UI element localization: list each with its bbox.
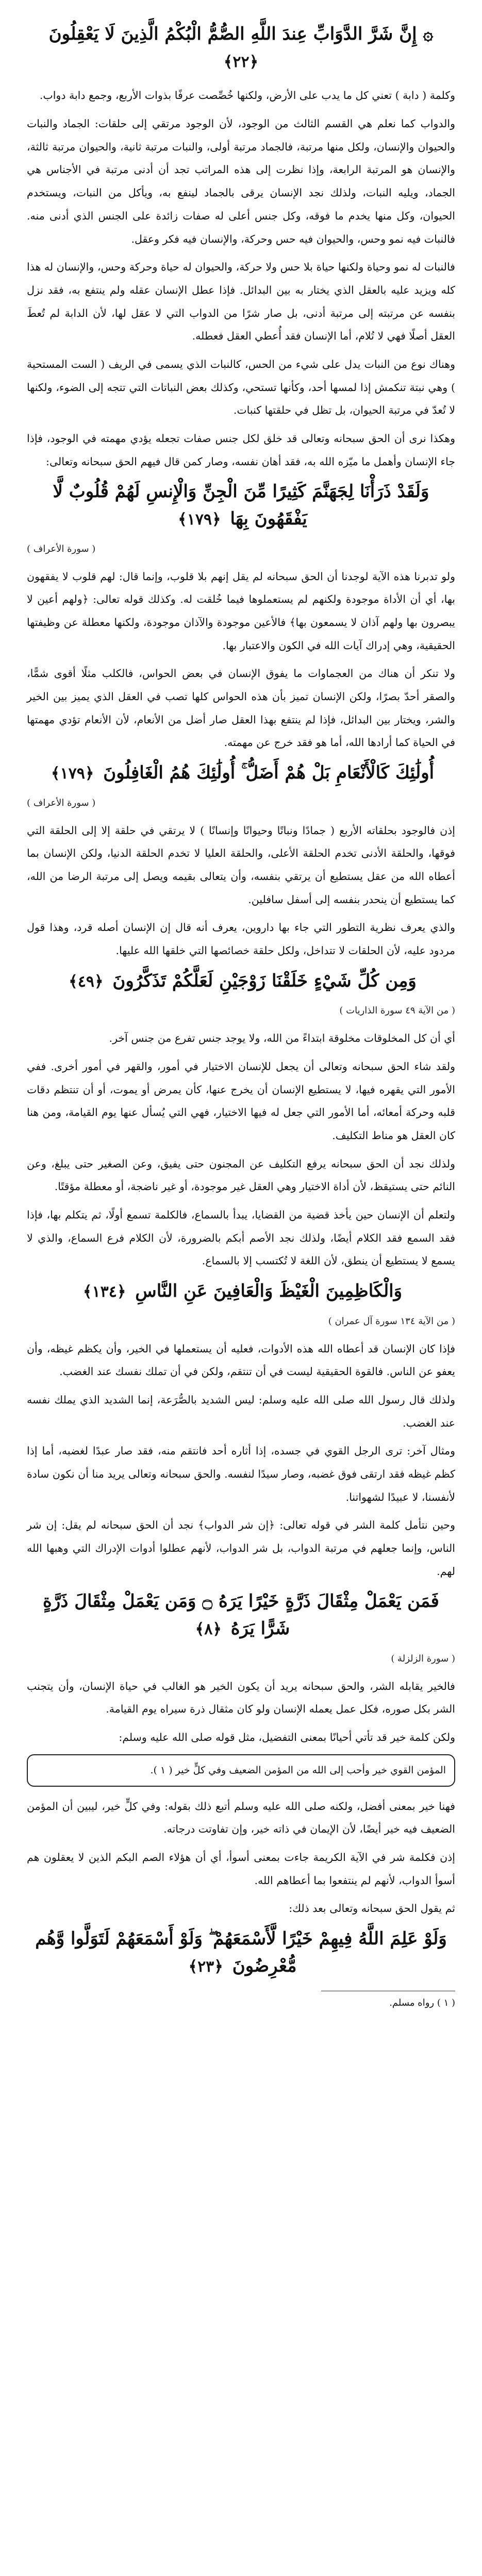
paragraph: ولتعلم أن الإنسان حين يأخذ قضية من القضايا، يبدأ بالسماع، فالكلمة تسمع أولًا، ثم يتكلم بها، فإذا فقد السمع فقد الكلام أيضًا، ولذلك نجد الأصم أبكم بالضرورة، لأن الكلام فرع السماع، والذي لا يسمع لا يستطيع أن ينطق، لأن اللغة لا تُكتسب إلا بالسماع.	[27, 1208, 455, 1267]
verse-2	[27, 478, 455, 532]
verse-6-text: فَمَن يَعْمَلْ مِثْقَالَ ذَرَّةٍ خَيْرًا يَرَهُ ۝ وَمَن يَعْمَلْ مِثْقَالَ ذَرَّةٍ شَرًّا يَرَهُ	[43, 1591, 439, 1639]
paragraph: ولو تدبرنا هذه الآية لوجدنا أن الحق سبحانه لم يقل إنهم بلا قلوب، وإنما قال: لهم قلوب لا يفقهون بها، أي أن الأداة موجودة ولكنهم لم يستعملوها فيما خُلقت له. وكذلك قوله تعالى: ﴿ولهم أعين لا يبصرون بها ولهم آذان لا يسمعون بها﴾ فالأعين موجودة والآذان موجودة، ولكنها معطلة عن وظيفتها الحقيقية، وهي إدراك آيات الله في الكون والاعتبار بها.	[27, 570, 455, 652]
paragraph: وهكذا نرى أن الحق سبحانه وتعالى قد خلق لكل جنس صفات تجعله يؤدي مهمته في الوجود، فإذا جاء الإنسان وأهمل ما ميّزه الله به، فقد أهان نفسه، وصار كمن قال فيهم الحق سبحانه وتعالى:	[27, 432, 455, 468]
verse-number-ornament: ﴿٢٢﴾	[223, 53, 259, 71]
hadith-box: المؤمن القوي خير وأحب إلى الله من المؤمن الضعيف وفي كلٍّ خير ( ١ ).	[27, 1754, 455, 1787]
paragraph: ولا تنكر أن هناك من العجماوات ما يفوق الإنسان في بعض الحواس، فالكلب مثلًا أقوى شمًّا، والصقر أحدّ بصرًا، ولكن الإنسان تميز بأن هذه الحواس كلها تصب في العقل الذي يميز بين الخير والشر، ويختار بين البدائل، فإذا لم ينتفع بهذا العقل صار أضل من الأنعام، لأن الأنعام تؤدي مهمتها في الحياة كما أرادها الله، أما هو فقد خرج عن مهمته.	[27, 667, 455, 749]
paragraph: فالخير يقابله الشر، والحق سبحانه يريد أن يكون الخير هو الغالب في حياة الإنسان، وأن يتجنب الشر بكل صوره، فكل عمل يعمله الإنسان ولو كان مثقال ذرة سيراه يوم القيامة.	[27, 1680, 455, 1716]
verse-reference: ( من الآية ٤٩ سورة الذاريات )	[339, 1005, 455, 1016]
verse-4	[27, 968, 455, 995]
verse-reference: ( من الآية ١٣٤ سورة آل عمران )	[328, 1315, 455, 1327]
verse-5	[27, 1278, 455, 1305]
verse-reference: ( سورة الزلزلة )	[391, 1653, 455, 1664]
paragraph: أي أن كل المخلوقات مخلوقة ابتداءً من الله، ولا يوجد جنس تفرع من جنس آخر.	[109, 1032, 455, 1045]
paragraph: والذي يعرف نظرية التطور التي جاء بها داروين، يعرف أنه قال إن الإنسان أصله قرد، وهذا قول مردود عليه، لأن الحلقات لا تتداخل، ولكل حلقة خصائصها التي خلقها الله عليها.	[27, 921, 455, 957]
verse-3-text: أُولَٰئِكَ كَالْأَنْعَامِ بَلْ هُمْ أَضَلُّ ۚ أُولَٰئِكَ هُمُ الْغَافِلُونَ	[103, 762, 435, 784]
paragraph: ولقد شاء الحق سبحانه وتعالى أن يجعل للإنسان الاختيار في أمور، والقهر في أمور أخرى. ففي الأمور التي يقهره فيها، لا يستطيع الإنسان أن يخرج عنها، كأن يمرض أو يموت، أو أن تنتظم دقات قلبه وحركة أمعائه، أما الأمور التي جعل له فيها الاختيار، فهي التي يُسأل عنها يوم القيامة، ومن هنا كان العقل هو مناط التكليف.	[27, 1060, 455, 1142]
verse-number-ornament: ﴿٤٩﴾	[69, 972, 104, 991]
paragraph: وكلمة ( دابة ) تعني كل ما يدب على الأرض، ولكنها خُصِّصت عرفًا بذوات الأربع، وجمع دابة دواب.	[39, 89, 455, 102]
paragraph: فإذا كان الإنسان قد أعطاه الله هذه الأدوات، فعليه أن يستعملها في الخير، وأن يكظم غيظه، وأن يعفو عن الناس. فالقوة الحقيقية ليست في أن تنتقم، ولكن في أن تملك نفسك عند الغضب.	[27, 1342, 455, 1378]
verse-top-text: ۞ إِنَّ شَرَّ الدَّوَابِّ عِندَ اللَّهِ الصُّمُّ الْبُكْمُ الَّذِينَ لَا يَعْقِلُونَ	[48, 24, 434, 44]
verse-6	[27, 1588, 455, 1642]
paragraph: إذن فالوجود بحلقاته الأربع ( جمادًا ونباتًا وحيوانًا وإنسانًا ) لا يرتقي في حلقة إلا إلى الحلقة التي فوقها، والحلقة الأدنى تخدم الحلقة الأعلى، والحلقة العليا لا تخدم الحلقة الدنيا، ولكن الإنسان بما أعطاه الله من عقل يستطيع أن يرتقي بنفسه، وأن يتعالى بقيمه ويصل إلى مرتبة الرضا من الله، كما يستطيع أن ينحدر بنفسه إلى أسفل سافلين.	[27, 824, 455, 906]
verse-3	[27, 759, 455, 787]
verse-4-text: وَمِن كُلِّ شَيْءٍ خَلَقْنَا زَوْجَيْنِ لَعَلَّكُمْ تَذَكَّرُونَ	[112, 970, 417, 991]
paragraph: ومثال آخر: ترى الرجل القوي في جسده، إذا أثاره أحد فانتقم منه، فقد صار عبدًا لغضبه، أما إذا كظم غيظه فقد ارتقى فوق غضبه، وصار سيدًا لنفسه. والحق سبحانه وتعالى يريد منا أن نكون سادة لأنفسنا، لا عبيدًا لشهواتنا.	[27, 1445, 455, 1503]
paragraph: وحين نتأمل كلمة الشر في قوله تعالى: ﴿إن شر الدواب﴾ نجد أن الحق سبحانه لم يقل: إن شر الناس، وإنما جعلهم في مرتبة الدواب، بل شر الدواب، لأنهم عطلوا أدوات الإدراك التي وهبها الله لهم.	[27, 1519, 455, 1578]
footnote: ( ١ ) رواه مسلم.	[389, 1997, 455, 2009]
verse-number-ornament: ﴿٨﴾	[195, 1620, 222, 1639]
verse-number-ornament: ﴿٢٣﴾	[188, 1957, 223, 1976]
verse-number-ornament: ﴿١٧٩﴾	[178, 511, 221, 529]
paragraph: ولذلك قال رسول الله صلى الله عليه وسلم: ليس الشديد بالصُّرَعة، إنما الشديد الذي يملك نفسه عند الغضب.	[27, 1393, 455, 1429]
paragraph: فهنا خير بمعنى أفضل، ولكنه صلى الله عليه وسلم أتبع ذلك بقوله: وفي كلٍّ خير، ليبين أن المؤمن الضعيف فيه خير أيضًا، لأن الإيمان في ذاته خير، وإن تفاوتت درجاته.	[27, 1800, 455, 1836]
paragraph: ثم يقول الحق سبحانه وتعالى بعد ذلك:	[289, 1902, 455, 1915]
verse-number-ornament: ﴿١٣٤﴾	[82, 1283, 126, 1301]
paragraph: وهناك نوع من النبات يدل على شيء من الحس، كالنبات الذي يسمى في الريف ( الست المستحية ) وهي نبتة تنكمش إذا لمسها أحد، وكأنها تستحي، وكذلك بعض النباتات التي تتجه إلى الضوء، ولكنها لا تُعدّ في مرتبة الحيوان، بل تظل في حلقتها كنبات.	[27, 358, 455, 417]
paragraph: ولذلك نجد أن الحق سبحانه يرفع التكليف عن المجنون حتى يفيق، وعن الصغير حتى يبلغ، وعن النائم حتى يستيقظ، لأن أداة الاختيار وهي العقل غير موجودة، أو غير ناضجة، أو معطلة مؤقتًا.	[27, 1157, 455, 1193]
paragraph: فالنبات له نمو وحياة ولكنها حياة بلا حس ولا حركة، والحيوان له حياة وحركة وحس، والإنسان له هذا كله ويزيد عليه بالعقل الذي يختار به بين البدائل. فإذا عطل الإنسان عقله ولم ينتفع به، فقد نزل بنفسه عن مرتبته إلى مرتبة أدنى، بل صار شرًا من الدواب التي لا عقل لها، لأن الدابة لم تُعطَ العقل أصلًا فهي لا تُلام، أما الإنسان فقد أُعطي العقل فعطله.	[27, 261, 455, 343]
verse-5-text: وَالْكَاظِمِينَ الْغَيْظَ وَالْعَافِينَ عَنِ النَّاسِ	[135, 1281, 403, 1302]
verse-2-text: وَلَقَدْ ذَرَأْنَا لِجَهَنَّمَ كَثِيرًا مِّنَ الْجِنِّ وَالْإِنسِ لَهُمْ قُلُوبٌ لَّا يَفْقَهُونَ بِهَا	[53, 481, 429, 530]
verse-top	[27, 21, 455, 75]
verse-reference: ( سورة الأعراف )	[27, 797, 96, 808]
verse-reference: ( سورة الأعراف )	[27, 543, 96, 554]
verse-number-ornament: ﴿١٧٩﴾	[51, 765, 94, 783]
paragraph: والدواب كما نعلم هي القسم الثالث من الوجود، لأن الوجود مرتقي إلى حلقات: الجماد والنبات والحيوان والإنسان، ولكل منها مرتبة، فالجماد مرتبة أولى، والنبات مرتبة ثانية، والحيوان مرتبة ثالثة، والإنسان هو المرتبة الرابعة، وإذا نظرت إلى هذه المراتب تجد أن أدنى مرتبة في الأجناس هي الجماد، ويليه النبات، ولذلك نجد الإنسان يرقى بالجماد لينفع به، ويأكل من النبات، ويستخدم الحيوان، وكل منها يخدم ما فوقه، وكل جنس أعلى له صفات زائدة على الجنس الذي أدنى منه. فالنبات فيه نمو وحس، والحيوان فيه حس وحركة، والإنسان فيه فكر وعقل.	[27, 117, 455, 245]
verse-7-text: وَلَوْ عَلِمَ اللَّهُ فِيهِمْ خَيْرًا لَّأَسْمَعَهُمْ ۖ وَلَوْ أَسْمَعَهُمْ لَتَوَلَّوا وَّهُم مُّعْرِضُونَ	[35, 1928, 447, 1976]
paragraph: ولكن كلمة خير قد تأتي أحيانًا بمعنى التفضيل، مثل قوله صلى الله عليه وسلم:	[119, 1731, 455, 1743]
verse-7	[27, 1925, 455, 1979]
paragraph: إذن فكلمة شر في الآية الكريمة جاءت بمعنى أسوأ، أي أن هؤلاء الصم البكم الذين لا يعقلون هم أسوأ الدواب، لأنهم لم ينتفعوا بما أعطاهم الله.	[27, 1851, 455, 1887]
